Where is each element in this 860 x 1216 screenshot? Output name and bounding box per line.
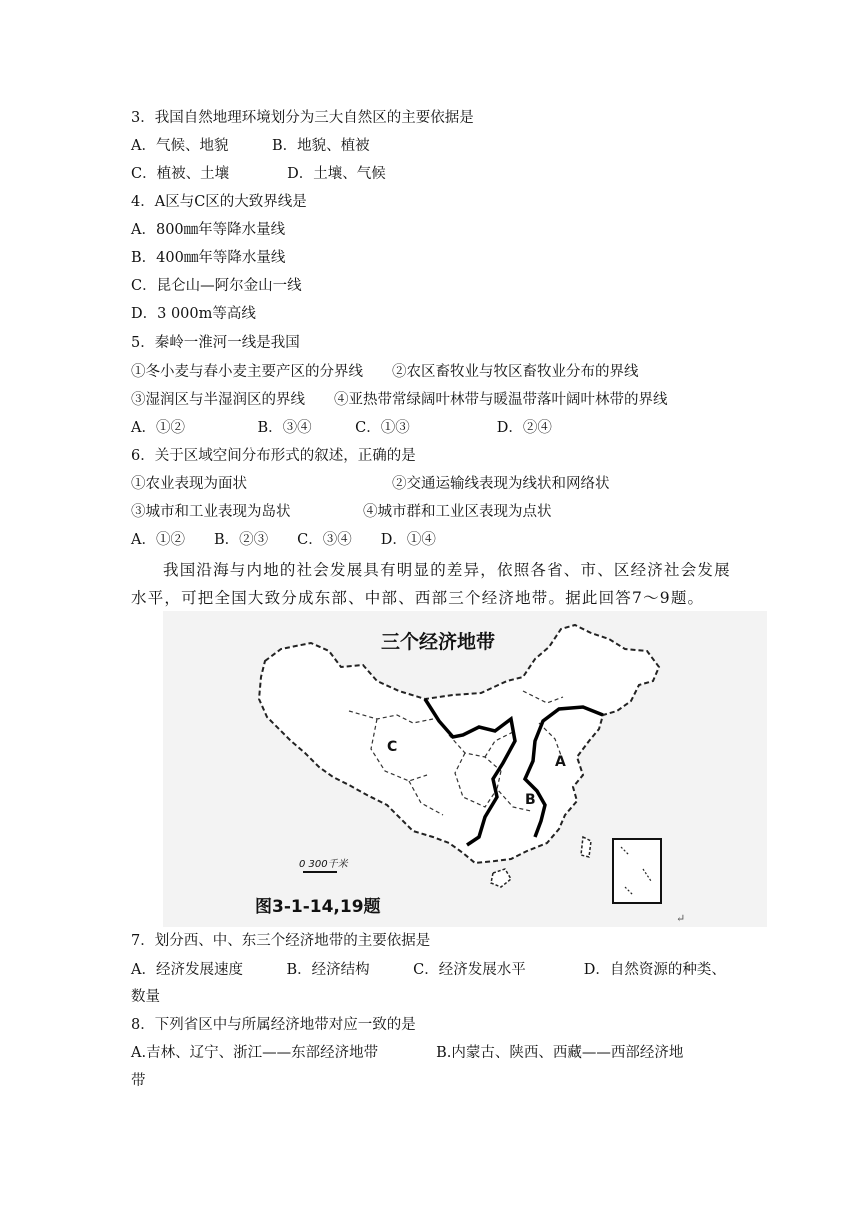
q8-stem: 8．下列省区中与所属经济地带对应一致的是 (131, 1017, 416, 1033)
q6-statements-34: ③城市和工业表现为岛状 ④城市群和工业区表现为点状 (131, 504, 552, 520)
q6-stem: 6．关于区域空间分布形式的叙述，正确的是 (131, 448, 416, 464)
return-mark: ↵ (676, 912, 686, 925)
economic-zones-map (163, 611, 767, 927)
region-label-b: B (525, 792, 536, 808)
q7-options: A．经济发展速度 B．经济结构 C．经济发展水平 D．自然资源的种类、 (131, 962, 726, 978)
map-caption: 图3-1-14,19题 (255, 897, 381, 917)
q7-stem: 7．划分西、中、东三个经济地带的主要依据是 (131, 933, 431, 949)
scale-label: 0 300千米 (299, 859, 348, 870)
region-label-a: A (555, 754, 566, 770)
map-title: 三个经济地带 (381, 631, 496, 653)
q5-statements-34: ③湿润区与半湿润区的界线 ④亚热带常绿阔叶林带与暖温带落叶阔叶林带的界线 (131, 392, 668, 408)
q3-stem: 3．我国自然地理环境划分为三大自然区的主要依据是 (131, 110, 474, 126)
q5-stem: 5．秦岭一淮河一线是我国 (131, 335, 300, 351)
q6-statements-12: ①农业表现为面状 ②交通运输线表现为线状和网络状 (131, 476, 610, 492)
q3-options-ab: A．气候、地貌 B．地貌、植被 (131, 138, 370, 154)
q8-options-wrap: 带 (131, 1073, 146, 1089)
region-label-c: C (387, 739, 398, 755)
q3-options-cd: C．植被、土壤 D．土壤、气候 (131, 166, 386, 182)
q4-option-a: A．800㎜年等降水量线 (131, 222, 286, 238)
q6-options: A．①② B．②③ C．③④ D．①④ (131, 532, 436, 548)
q8-options: A.吉林、辽宁、浙江——东部经济地带 B.内蒙古、陕西、西藏——西部经济地 (131, 1045, 684, 1061)
south-china-sea-inset (613, 839, 661, 903)
q5-statements-12: ①冬小麦与春小麦主要产区的分界线 ②农区畜牧业与牧区畜牧业分布的界线 (131, 364, 639, 380)
q4-option-b: B．400㎜年等降水量线 (131, 250, 286, 266)
q5-options: A．①② B．③④ C．①③ D．②④ (131, 420, 552, 436)
q4-option-c: C．昆仑山—阿尔金山一线 (131, 278, 302, 294)
q7-options-wrap: 数量 (131, 989, 160, 1005)
q4-stem: 4．A区与C区的大致界线是 (131, 194, 307, 210)
intro-paragraph-text: 我国沿海与内地的社会发展具有明显的差异，依照各省、市、区经济社会发展水平，可把全国大致分成东部、中部、西部三个经济地带。据此回答7～9题。 (131, 561, 731, 607)
q4-option-d: D．3 000m等高线 (131, 306, 256, 322)
intro-paragraph (131, 556, 737, 612)
